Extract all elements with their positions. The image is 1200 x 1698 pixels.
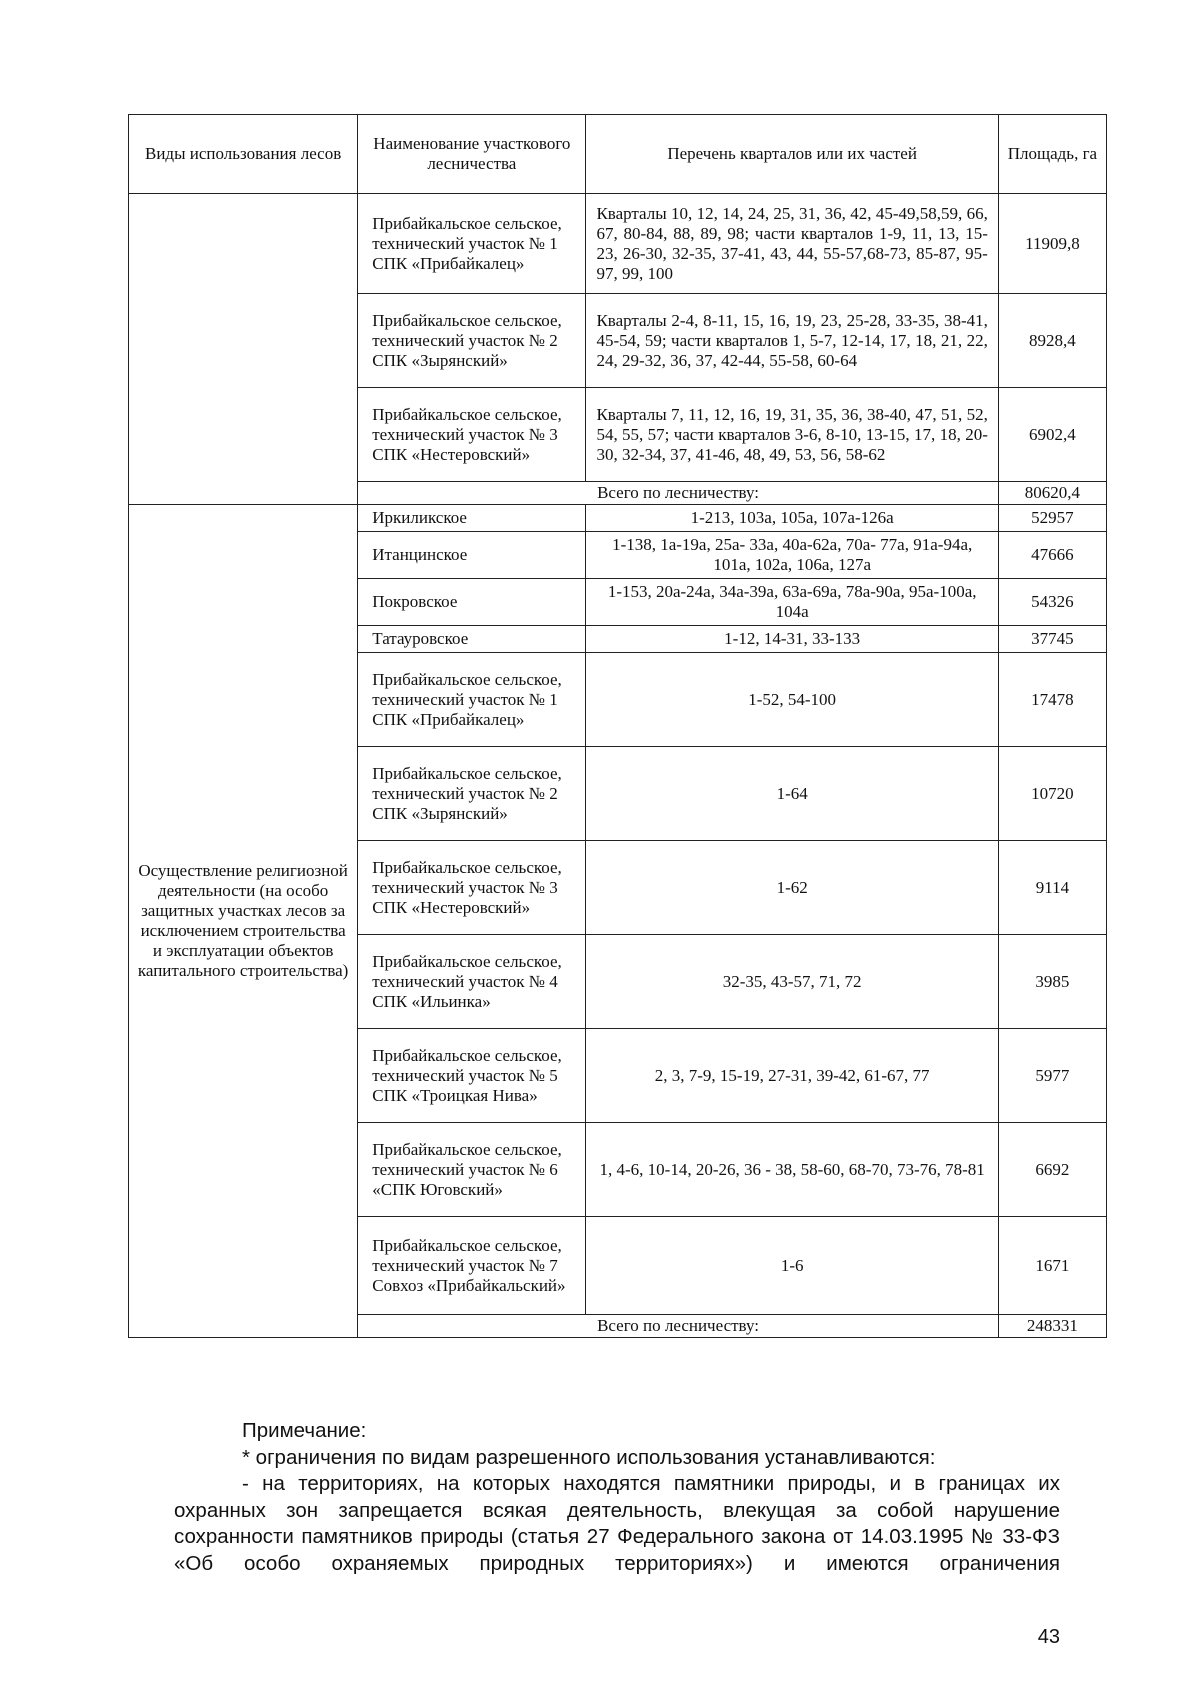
quarter-list: Кварталы 10, 12, 14, 24, 25, 31, 36, 42, 45-49,58,59, 66, 67, 80-84, 88, 89, 98; части кварталов 1-9, 11, 13, 15-23, 26-30, 32-35, 37-41, 43, 44, 55-57,68-73, 85-87, 95-97, 99, 100 <box>586 194 998 294</box>
area-value: 3985 <box>998 935 1106 1029</box>
total-label: Всего по лесничеству: <box>358 1315 999 1338</box>
area-value: 8928,4 <box>998 294 1106 388</box>
note-line-1: * ограничения по видам разрешенного использования устанавливаются: <box>242 1445 936 1469</box>
table-row <box>129 194 1107 294</box>
quarter-list: 1-64 <box>586 747 998 841</box>
area-value: 6902,4 <box>998 388 1106 482</box>
forestry-name: Итанцинское <box>358 532 586 579</box>
note-title: Примечание: <box>242 1419 367 1442</box>
use-type-cell: Осуществление религиозной деятельности (на особо защитных участках лесов за исключением строительства и эксплуатации объектов капитального строительства) <box>129 505 358 1338</box>
area-value: 37745 <box>998 626 1106 653</box>
note-block <box>174 1418 1060 1577</box>
quarter-list: 1, 4-6, 10-14, 20-26, 36 - 38, 58-60, 68-70, 73-76, 78-81 <box>586 1123 998 1217</box>
quarter-list: 1-6 <box>586 1217 998 1315</box>
forestry-name: Прибайкальское сельское, технический участок № 5 СПК «Троицкая Нива» <box>358 1029 586 1123</box>
forestry-name: Прибайкальское сельское, технический участок № 2 СПК «Зырянский» <box>358 294 586 388</box>
area-value: 6692 <box>998 1123 1106 1217</box>
header-list: Перечень кварталов или их частей <box>586 115 998 194</box>
area-value: 47666 <box>998 532 1106 579</box>
quarter-list: 1-138, 1а-19а, 25а- 33а, 40а-62а, 70а- 77а, 91а-94а, 101а, 102а, 106а, 127а <box>586 532 998 579</box>
forestry-name: Прибайкальское сельское, технический участок № 1 СПК «Прибайкалец» <box>358 653 586 747</box>
quarter-list: 2, 3, 7-9, 15-19, 27-31, 39-42, 61-67, 77 <box>586 1029 998 1123</box>
forestry-name: Прибайкальское сельское, технический участок № 3 СПК «Нестеровский» <box>358 841 586 935</box>
forestry-name: Татауровское <box>358 626 586 653</box>
quarter-list: 32-35, 43-57, 71, 72 <box>586 935 998 1029</box>
area-value: 52957 <box>998 505 1106 532</box>
header-use: Виды использования лесов <box>129 115 358 194</box>
forestry-name: Прибайкальское сельское, технический участок № 2 СПК «Зырянский» <box>358 747 586 841</box>
header-area: Площадь, га <box>998 115 1106 194</box>
use-cell-empty <box>129 194 358 505</box>
quarter-list: Кварталы 7, 11, 12, 16, 19, 31, 35, 36, 38-40, 47, 51, 52, 54, 55, 57; части кварталов 3-6, 8-10, 13-15, 17, 18, 20-30, 32-34, 37, 41-46, 48, 49, 53, 56, 58-62 <box>586 388 998 482</box>
total-value: 80620,4 <box>998 482 1106 505</box>
forestry-name: Прибайкальское сельское, технический участок № 1 СПК «Прибайкалец» <box>358 194 586 294</box>
total-value: 248331 <box>998 1315 1106 1338</box>
area-value: 17478 <box>998 653 1106 747</box>
quarter-list: 1-62 <box>586 841 998 935</box>
table-row <box>129 505 1107 532</box>
page-number: 43 <box>1037 1626 1060 1648</box>
forestry-name: Прибайкальское сельское, технический участок № 4 СПК «Ильинка» <box>358 935 586 1029</box>
area-value: 5977 <box>998 1029 1106 1123</box>
area-value: 10720 <box>998 747 1106 841</box>
forest-use-table <box>128 114 1107 1338</box>
forestry-name: Иркиликское <box>358 505 586 532</box>
area-value: 9114 <box>998 841 1106 935</box>
quarter-list: 1-213, 103а, 105а, 107а-126а <box>586 505 998 532</box>
header-name: Наименование участкового лесничества <box>358 115 586 194</box>
area-value: 54326 <box>998 579 1106 626</box>
quarter-list: 1-52, 54-100 <box>586 653 998 747</box>
area-value: 11909,8 <box>998 194 1106 294</box>
note-line-2: - на территориях, на которых находятся памятники природы, и в границах их охранных зон запрещается всякая деятельность, влекущая за собой нарушение сохранности памятников природы (статья 27 Федерального закона от 14.03.1995 № 33-ФЗ «Об особо охраняемых природных территориях») и имеются ограничения <box>174 1472 1060 1575</box>
forestry-name: Покровское <box>358 579 586 626</box>
quarter-list: 1-153, 20а-24а, 34а-39а, 63а-69а, 78а-90а, 95а-100а, 104а <box>586 579 998 626</box>
quarter-list: Кварталы 2-4, 8-11, 15, 16, 19, 23, 25-28, 33-35, 38-41, 45-54, 59; части кварталов 1, 5-7, 12-14, 17, 18, 21, 22, 24, 29-32, 36, 37, 42-44, 55-58, 60-64 <box>586 294 998 388</box>
area-value: 1671 <box>998 1217 1106 1315</box>
table-header-row <box>129 115 1107 194</box>
total-label: Всего по лесничеству: <box>358 482 999 505</box>
forestry-name: Прибайкальское сельское, технический участок № 3 СПК «Нестеровский» <box>358 388 586 482</box>
forestry-name: Прибайкальское сельское, технический участок № 7 Совхоз «Прибайкальский» <box>358 1217 586 1315</box>
quarter-list: 1-12, 14-31, 33-133 <box>586 626 998 653</box>
forestry-name: Прибайкальское сельское, технический участок № 6 «СПК Юговский» <box>358 1123 586 1217</box>
